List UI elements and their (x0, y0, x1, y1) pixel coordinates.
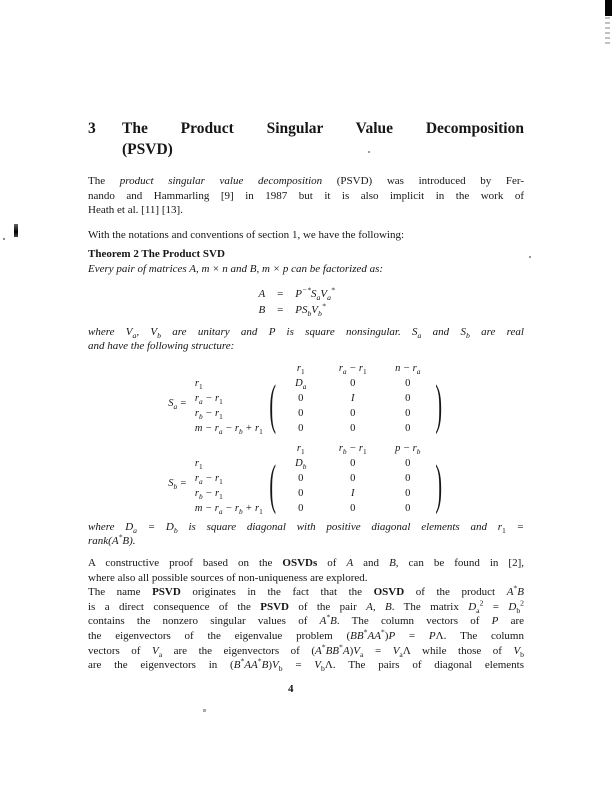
matrix-col-headers (268, 441, 444, 456)
text-line: nando and Hammarling [9] in 1987 but it is also implicit in the work of (88, 189, 524, 202)
equation-row (249, 286, 335, 302)
eq-lhs: B (258, 303, 266, 316)
matrix-cell: 0 (298, 422, 304, 434)
page-number: 4 (288, 683, 294, 695)
left-paren: ( (269, 455, 277, 516)
text-line: where also all possible sources of non-uniqueness are explored. (88, 571, 368, 584)
notations-line: With the notations and conventions of section 1, we have the following: (88, 228, 405, 241)
matrix-cell: 0 (405, 392, 411, 404)
matrix-row-labels (195, 441, 263, 516)
matrix-cell: 0 (350, 377, 356, 389)
matrix-with-headers (268, 441, 444, 516)
right-paren: ) (435, 455, 443, 516)
matrix-cell: 0 (405, 502, 411, 514)
matrix-cell: I (351, 392, 355, 404)
row-label: $r_1$ (194, 457, 203, 471)
matrix-label: $S_a$ = (168, 397, 187, 411)
col-header: $n - r_a$ (395, 362, 421, 376)
text-line: vectors of $V_a$ are the eigenvectors of $(A^*BB^*A)V_a = V_a\Lambda$ while those of $V_b$ (88, 641, 525, 659)
closing-paragraph (88, 556, 524, 673)
text-line: Heath et al. [11] [13]. (88, 204, 183, 217)
matrix-cell: 0 (298, 472, 304, 484)
equation-block (249, 286, 335, 318)
matrix-cell: 0 (350, 472, 356, 484)
scan-artifact-edge-noise (605, 17, 610, 47)
text-line: and have the following structure: (88, 340, 235, 353)
matrix-cell: 0 (350, 502, 356, 514)
matrix-row-labels (195, 361, 263, 436)
section-title-line1: The Product Singular Value Decomposition (122, 120, 524, 137)
matrix-cell: 0 (405, 422, 411, 434)
matrix-cell: 0 (350, 422, 356, 434)
matrix-body (268, 456, 444, 516)
intro-paragraph (88, 174, 524, 218)
scan-artifact-margin-mark (14, 224, 18, 237)
eq-rel: = (277, 303, 284, 316)
row-label: $r_a - r_1$ (194, 392, 223, 406)
section-heading (88, 118, 524, 160)
matrix-label: $S_b$ = (168, 477, 187, 491)
scan-artifact-speck (529, 256, 531, 258)
matrix-grid (278, 456, 434, 516)
matrix-cell: 0 (350, 407, 356, 419)
text-line: rank(A*B). (88, 532, 136, 548)
text-line: the eigenvectors of the eigenvalue problem (BB*AA*)P = PΛ. The column (88, 627, 524, 642)
text-line: where $V_a$, $V_b$ are unitary and P is square nonsingular. $S_a$ and $S_b$ are real (88, 325, 524, 340)
matrix-cell: I (351, 487, 355, 499)
matrix-sb-display (88, 441, 524, 516)
row-label: $m - r_a - r_b + r_1$ (194, 422, 263, 436)
matrix-with-headers (268, 361, 444, 436)
matrix-cell: 0 (298, 502, 304, 514)
eq-lhs: A (258, 287, 266, 300)
text-line: is a direct consequence of the PSVD of the pair A, B. The matrix $D_a^2 = D_b^2$ (88, 598, 525, 615)
text-line: contains the nonzero singular values of A*B. The column vectors of P are (88, 612, 524, 628)
eq-rhs: $P^{-*}S_aV_a^*$ (295, 284, 335, 302)
row-label: $m - r_a - r_b + r_1$ (194, 502, 263, 516)
scan-artifact-corner-bar (605, 0, 612, 16)
matrix-grid (278, 376, 434, 436)
theorem-heading: Theorem 2 The Product SVD (88, 248, 225, 261)
col-header: $r_1$ (296, 362, 305, 376)
matrix-cell: $D_b$ (295, 457, 307, 471)
row-label: $r_b - r_1$ (194, 487, 223, 501)
text-line: The product singular value decomposition (PSVD) was introduced by Fer- (88, 175, 525, 187)
left-paren: ( (269, 375, 277, 436)
row-label: $r_b - r_1$ (194, 407, 223, 421)
section-title-line2: (PSVD) (122, 141, 173, 158)
text-line: where $D_a = D_b$ is square diagonal with positive diagonal elements and $r_1$ = (88, 520, 524, 535)
scan-artifact-margin-dot (3, 238, 5, 240)
matrix-cell: 0 (405, 377, 411, 389)
text-line: The name PSVD originates in the fact that the OSVD of the product A*B (88, 583, 524, 599)
matrix-cell: 0 (405, 457, 411, 469)
where-diagonal-paragraph (88, 520, 524, 549)
text-line: A constructive proof based on the OSVDs of A and B, can be found in [2], (88, 556, 525, 569)
scan-artifact-speck (203, 709, 206, 712)
matrix-cell: 0 (298, 392, 304, 404)
matrix-cell: 0 (350, 457, 356, 469)
matrix-cell: 0 (298, 487, 304, 499)
col-header: $r_b - r_1$ (338, 442, 367, 456)
eq-rel: = (277, 287, 284, 300)
eq-rhs: $PS_bV_b^*$ (295, 300, 326, 318)
matrix-cell: 0 (405, 407, 411, 419)
theorem-statement: Every pair of matrices A, m × n and B, m × p can be factorized as: (88, 262, 384, 275)
col-header: $r_a - r_1$ (338, 362, 367, 376)
matrix-cell: 0 (405, 487, 411, 499)
where-structure-paragraph (88, 325, 524, 354)
right-paren: ) (435, 375, 443, 436)
section-number: 3 (88, 120, 96, 137)
matrix-cell: 0 (298, 407, 304, 419)
matrix-body (268, 376, 444, 436)
equation-row (249, 302, 335, 318)
row-label: $r_1$ (194, 377, 203, 391)
matrix-col-headers (268, 361, 444, 376)
text-line: are the eigenvectors in $(B^*AA^*B)V_b = V_b\Lambda$. The pairs of diagonal elements (88, 656, 524, 674)
col-header: $p - r_b$ (395, 442, 421, 456)
page-content (88, 118, 524, 673)
matrix-sa-display (88, 361, 524, 436)
matrix-cell: $D_a$ (295, 377, 307, 391)
matrix-cell: 0 (405, 472, 411, 484)
col-header: $r_1$ (296, 442, 305, 456)
row-label: $r_a - r_1$ (194, 472, 223, 486)
